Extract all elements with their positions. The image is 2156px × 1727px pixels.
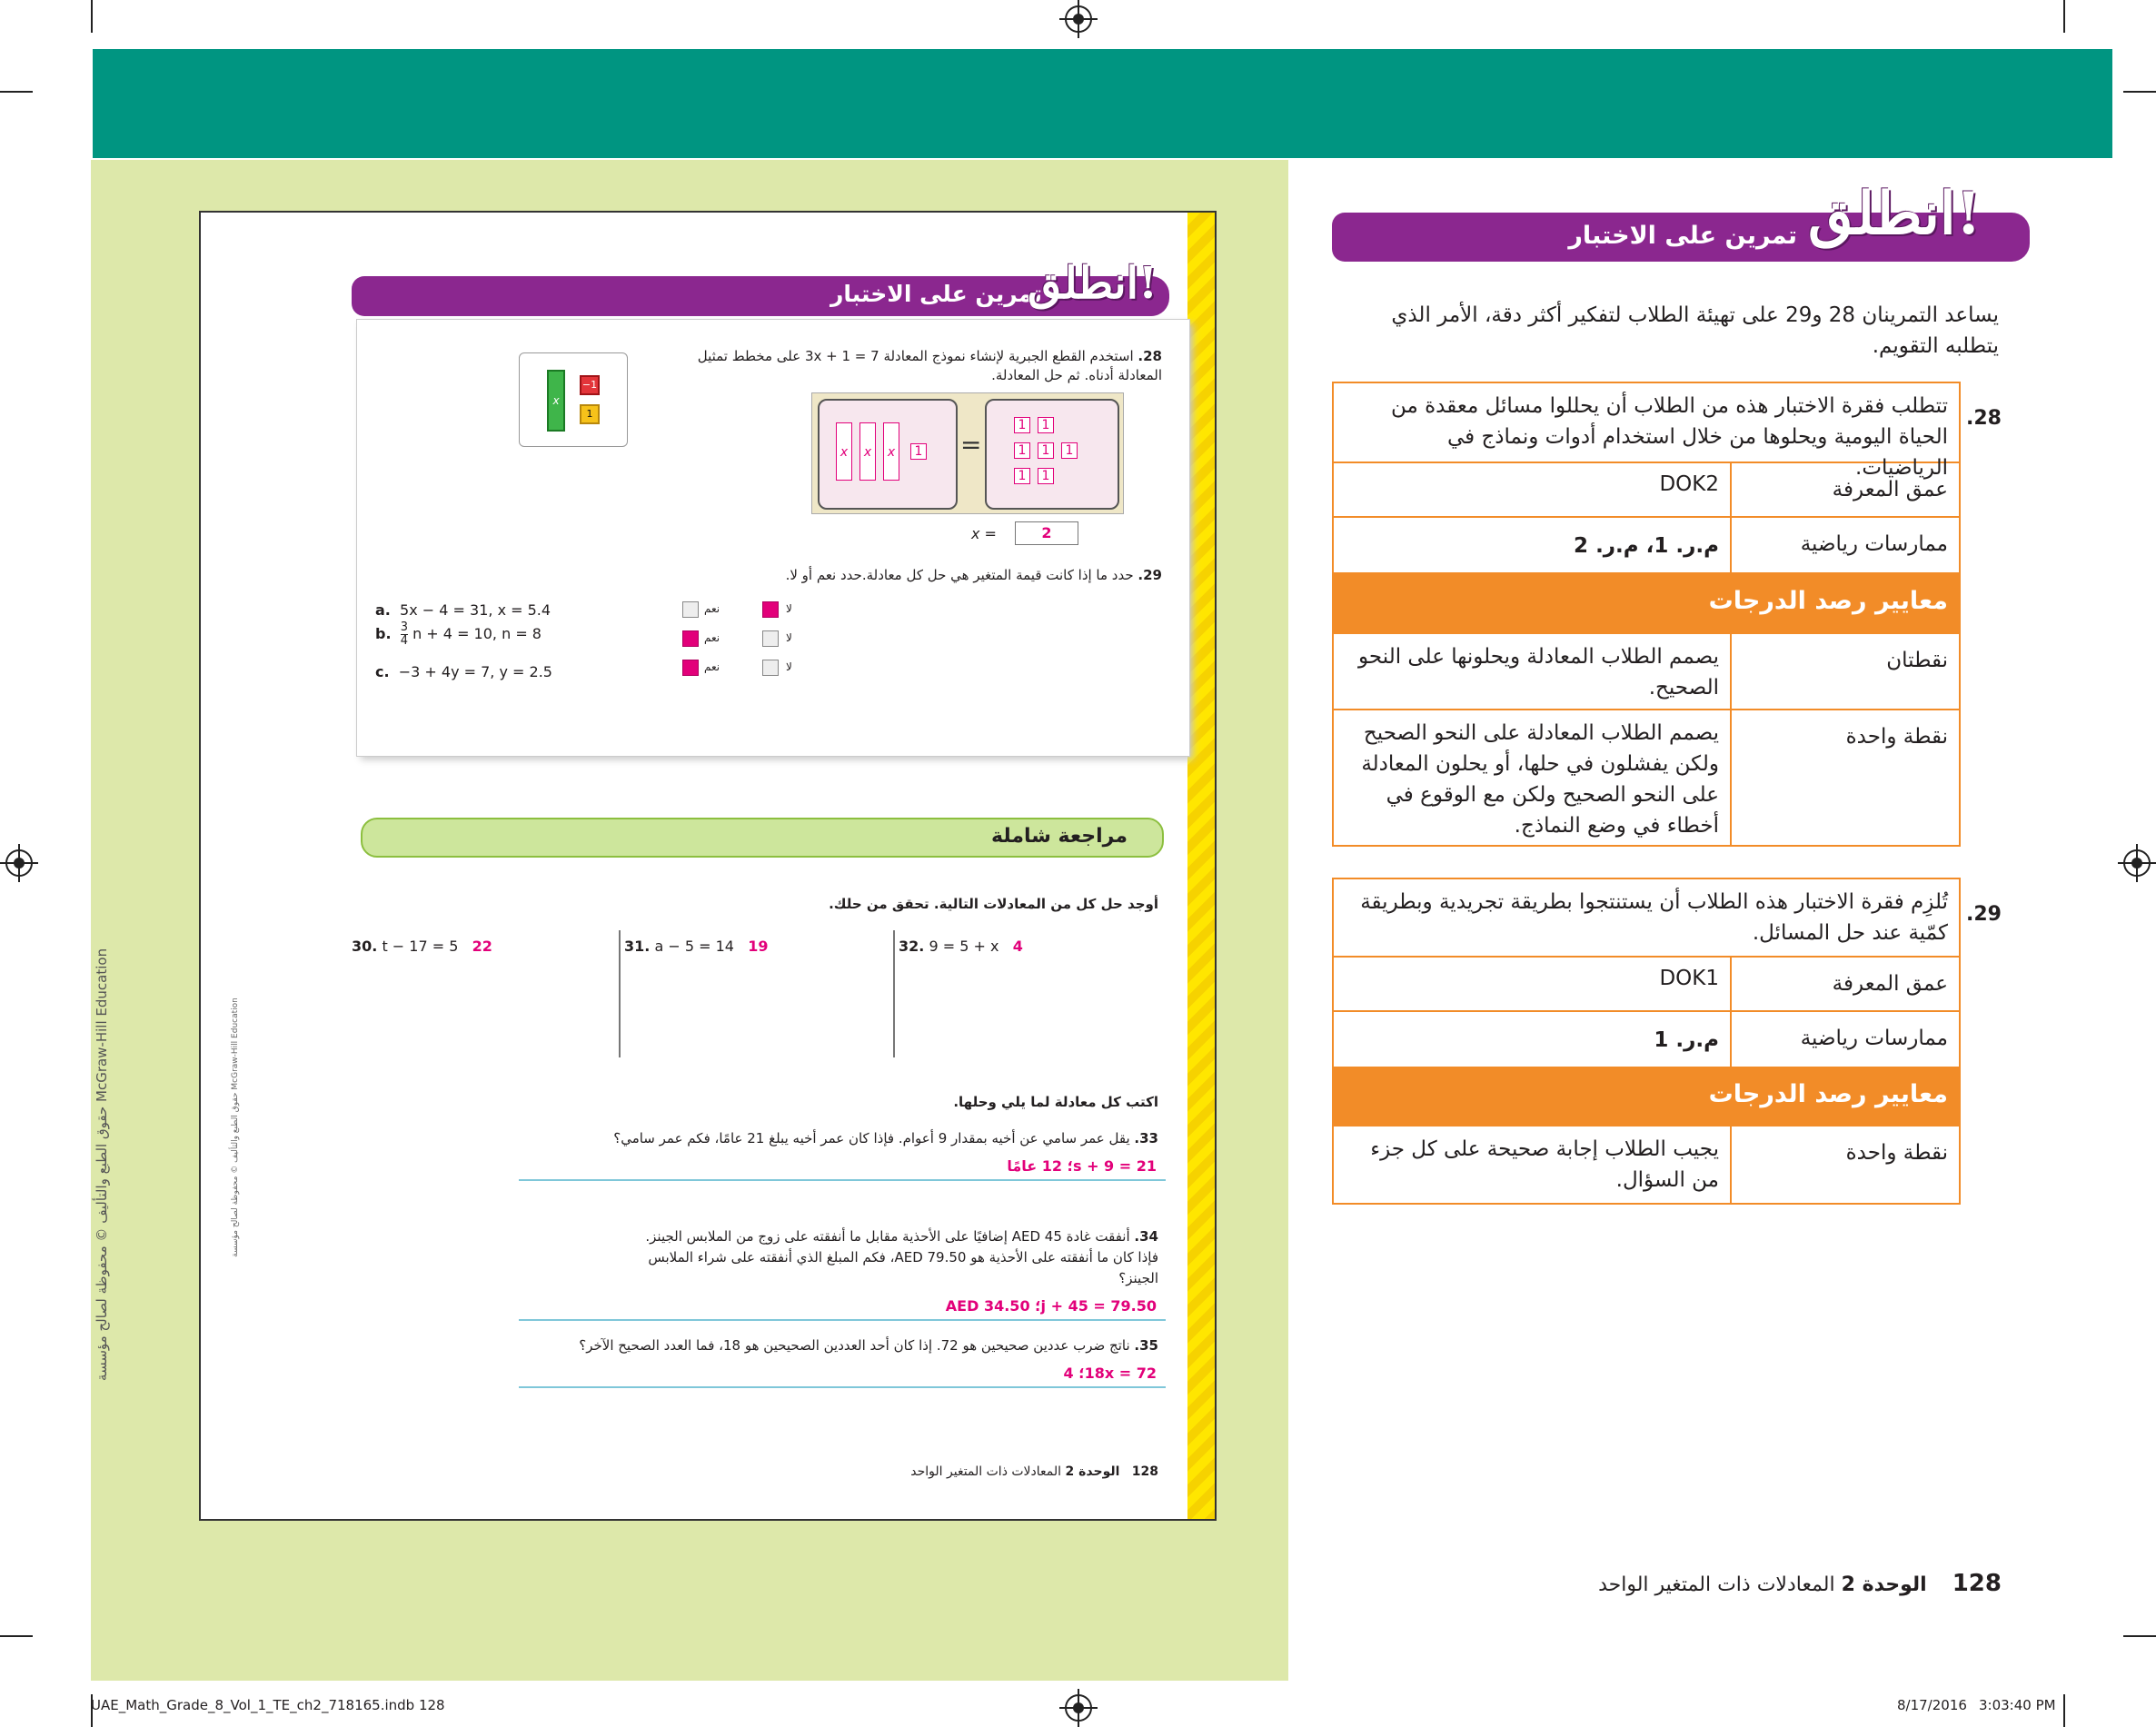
eq-answer: 4: [1012, 938, 1023, 955]
practice-value: م.ر. 1، م.ر. 2: [1574, 534, 1719, 558]
mat-one-tile: 1: [1014, 442, 1030, 459]
rubric-desc: يجيب الطلاب إجابة صحيحة على كل جزء من السؤال.: [1370, 1137, 1719, 1192]
q28-answer-label: x =: [971, 525, 997, 542]
review-instruction-1: أوجد حل كل من المعادلات التالية. تحقق من حلك.: [829, 896, 1158, 912]
q29-item-c: [375, 663, 552, 680]
mat-left: [818, 399, 958, 510]
q29-choices-a: [682, 601, 828, 621]
mat-one-tile: 1: [1014, 468, 1030, 484]
dok-value: DOK2: [1659, 472, 1719, 496]
student-unit-label: الوحدة 2: [1065, 1464, 1120, 1479]
column-divider: [619, 930, 621, 1057]
q34-line-1: [468, 1226, 1158, 1247]
q35-text: ناتج ضرب عددين صحيحين هو 72. إذا كان أحد العددين الصحيحين هو 18، فما العدد الصحيح الآخر؟: [579, 1337, 1130, 1354]
te-row-dok: [1334, 463, 1959, 518]
eq-answer: 19: [748, 938, 769, 955]
slug-time: 3:03:40 PM: [1979, 1697, 2056, 1713]
item-equation: −3 + 4y = 7, y = 2.5: [398, 663, 552, 680]
mat-x-tile: x: [859, 422, 876, 481]
student-side-credit: حقوق الطبع والتأليف © محفوظة لصالح مؤسسة McGraw-Hill Education: [231, 997, 240, 1257]
q29-choices-c: [682, 660, 828, 680]
te-item-28-number: .28: [1966, 407, 2002, 430]
dok-label: عمق المعرفة: [1832, 972, 1948, 996]
te-row-practice: [1334, 518, 1959, 574]
answer-line: [519, 1386, 1166, 1388]
negative-one-tile: −1: [580, 375, 600, 395]
column-divider: [893, 930, 895, 1057]
te-row-dok: [1334, 958, 1959, 1012]
te-table-28[interactable]: [1332, 382, 1961, 847]
eq-answer: 22: [472, 938, 492, 955]
x-tile: x: [547, 370, 565, 432]
q29-text: [653, 567, 1162, 583]
mat-one-tile: 1: [1038, 417, 1054, 433]
slug-date: 8/17/2016: [1897, 1697, 1967, 1713]
no-checkbox[interactable]: [762, 660, 779, 676]
eq-text: t − 17 = 5: [382, 938, 459, 955]
rubric-points: نقطة واحدة: [1845, 725, 1948, 749]
registration-mark-icon: [2123, 849, 2151, 877]
fraction-numerator: 3: [400, 620, 408, 634]
q35-answer: 18x = 72؛ 4: [1063, 1365, 1157, 1382]
te-description: تُلزِم فقرة الاختبار هذه الطلاب أن يستنتجوا بطريقة تجريدية وبطريقة كمّية عند حل المسائل.: [1360, 890, 1948, 945]
review-eq-32: [899, 938, 1023, 955]
mat-one-tile: 1: [1038, 442, 1054, 459]
mat-one-tile: 1: [1061, 442, 1078, 459]
practice-value: م.ر. 1: [1654, 1028, 1719, 1052]
header-band: [93, 49, 2112, 158]
dok-value: DOK1: [1659, 967, 1719, 990]
te-footer: [1598, 1570, 2002, 1597]
student-page-number: 128: [1131, 1464, 1158, 1479]
eq-text: a − 5 = 14: [654, 938, 734, 955]
registration-mark-icon: [1065, 1694, 1092, 1722]
te-rubric-header: [1334, 1068, 1959, 1127]
crop-mark: [0, 1635, 33, 1637]
te-description: تتطلب فقرة الاختبار هذه من الطلاب أن يحللوا مسائل معقدة من الحياة اليومية ويحلوها من خلال استخدام أدوات ونماذج في الرياضيات.: [1390, 394, 1948, 480]
student-footer: [910, 1464, 1158, 1479]
question-panel: [357, 320, 1189, 756]
registration-mark-icon: [1065, 5, 1092, 33]
te-intro: يساعد التمرينان 28 و29 على تهيئة الطلاب لتفكير أكثر دقة، الأمر الذي يتطلبه التقويم.: [1391, 303, 1999, 358]
answer-line: [519, 1179, 1166, 1181]
yes-checkbox[interactable]: [682, 630, 699, 647]
te-unit-title: المعادلات ذات المتغير الواحد: [1598, 1573, 1835, 1596]
student-page: [199, 211, 1217, 1521]
q28-answer-box[interactable]: 2: [1015, 521, 1078, 545]
te-rubric-row: [1334, 1127, 1959, 1205]
te-banner-title: تمرين على الاختبار: [1568, 222, 1797, 250]
te-banner-burst: انطلق!: [1808, 180, 1982, 248]
mat-x-tile: x: [883, 422, 899, 481]
crop-mark: [2063, 0, 2065, 33]
q34-number: 34.: [1134, 1228, 1158, 1245]
registration-mark-icon: [5, 849, 33, 877]
mat-equals: =: [960, 430, 982, 460]
yes-checkbox[interactable]: [682, 660, 699, 676]
no-label: لا: [786, 602, 792, 615]
mat-one-tile: 1: [910, 443, 927, 460]
tile-legend: [519, 352, 628, 447]
te-table-29[interactable]: [1332, 878, 1961, 1205]
review-eq-30: [352, 938, 492, 955]
q29-choices-b: [682, 630, 828, 650]
fraction-denominator: 4: [400, 634, 408, 648]
practice-label: ممارسات رياضية: [1800, 532, 1948, 556]
rubric-points: نقطتان: [1886, 649, 1948, 672]
crop-mark: [91, 0, 93, 33]
item-label: b.: [375, 625, 392, 642]
te-row-description: [1334, 383, 1959, 480]
review-instruction-2: اكتب كل معادلة لما يلي وحلها.: [953, 1094, 1158, 1110]
eq-number: 31.: [624, 938, 651, 955]
no-checkbox[interactable]: [762, 601, 779, 618]
no-label: لا: [786, 631, 792, 644]
student-unit-title: المعادلات ذات المتغير الواحد: [910, 1464, 1062, 1479]
q35: [468, 1337, 1158, 1354]
mat-x-tile: x: [836, 422, 852, 481]
side-credit: حقوق الطبع والتأليف © محفوظة لصالح مؤسسة McGraw-Hill Education: [94, 948, 110, 1382]
q28-prompt: استخدم القطع الجبرية لإنشاء نموذج المعادلة 3x + 1 = 7 على مخطط تمثيل المعادلة أدناه. ثم حل المعادلة.: [697, 348, 1162, 383]
practice-label: ممارسات رياضية: [1800, 1027, 1948, 1050]
q33-answer: s + 9 = 21؛ 12 عامًا: [1007, 1157, 1157, 1175]
q34-answer: j + 45 = 79.50؛ AED 34.50: [945, 1297, 1157, 1315]
q34-line-2: فإذا كان ما أنفقته على الأحذية هو AED 79.50، فكم المبلغ الذي أنفقته على شراء الملابس: [648, 1249, 1158, 1265]
rubric-desc: يصمم الطلاب المعادلة ويحلونها على النحو الصحيح.: [1358, 645, 1719, 700]
student-banner-title: تمرين على الاختبار: [830, 281, 1042, 307]
item-equation: 5x − 4 = 31, x = 5.4: [400, 601, 551, 619]
rubric-points: نقطة واحدة: [1845, 1141, 1948, 1165]
eq-text: 9 = 5 + x: [929, 938, 999, 955]
te-rubric-row: [1334, 634, 1959, 710]
q28-number: 28.: [1138, 348, 1162, 364]
eq-number: 32.: [899, 938, 925, 955]
q29-item-a: [375, 601, 551, 619]
te-row-description: [1334, 879, 1959, 958]
q34: [468, 1226, 1158, 1289]
review-bar: [361, 818, 1164, 858]
rubric-title: معايير رصد الدرجات: [1708, 587, 1948, 615]
crop-mark: [2123, 91, 2156, 93]
q35-number: 35.: [1134, 1337, 1158, 1354]
equation-mat: [811, 392, 1124, 514]
mat-one-tile: 1: [1014, 417, 1030, 433]
crop-mark: [2123, 1635, 2156, 1637]
yes-label: نعم: [704, 602, 720, 615]
rubric-title: معايير رصد الدرجات: [1708, 1080, 1948, 1108]
te-item-29-number: .29: [1966, 903, 2002, 926]
page-edge-strip: [1187, 213, 1215, 1519]
no-checkbox[interactable]: [762, 630, 779, 647]
crop-mark: [0, 91, 33, 93]
no-label: لا: [786, 660, 792, 673]
crop-mark: [2063, 1694, 2065, 1727]
mat-right: [985, 399, 1119, 510]
q29-item-b: [375, 621, 541, 658]
slug-file: UAE_Math_Grade_8_Vol_1_TE_ch2_718165.indb 128: [91, 1697, 445, 1713]
item-equation: n + 4 = 10, n = 8: [412, 625, 541, 642]
q28-text: [653, 347, 1162, 385]
q29-prompt: حدد ما إذا كانت قيمة المتغير هي حل كل معادلة.حدد نعم أو لا.: [785, 567, 1134, 583]
yes-checkbox[interactable]: [682, 601, 699, 618]
one-tile: 1: [580, 404, 600, 424]
item-label: a.: [375, 601, 391, 619]
te-unit-label: الوحدة 2: [1841, 1573, 1927, 1596]
fraction: [401, 621, 408, 648]
yes-label: نعم: [704, 631, 720, 644]
q34-text: أنفقت غادة AED 45 إضافيًا على الأحذية مقابل ما أنفقته على زوج من الملابس الجينز.: [645, 1228, 1130, 1245]
answer-line: [519, 1319, 1166, 1321]
te-row-practice: [1334, 1012, 1959, 1068]
mat-one-tile: 1: [1038, 468, 1054, 484]
te-rubric-row: [1334, 710, 1959, 847]
review-eq-31: [624, 938, 768, 955]
te-page-number: 128: [1952, 1570, 2002, 1597]
dok-label: عمق المعرفة: [1832, 478, 1948, 501]
q33-text: يقل عمر سامي عن أخيه بمقدار 9 أعوام. فإذا كان عمر أخيه يبلغ 21 عامًا، فكم عمر سامي؟: [613, 1130, 1130, 1146]
item-label: c.: [375, 663, 390, 680]
review-title: مراجعة شاملة: [991, 825, 1128, 848]
eq-number: 30.: [352, 938, 378, 955]
q33: [468, 1130, 1158, 1146]
q29-number: 29.: [1138, 567, 1162, 583]
yes-label: نعم: [704, 660, 720, 673]
student-banner-burst: انطلق!: [1028, 258, 1158, 309]
te-rubric-header: [1334, 574, 1959, 634]
q33-number: 33.: [1134, 1130, 1158, 1146]
q34-line-3: الجينز؟: [1118, 1270, 1158, 1286]
rubric-desc: يصمم الطلاب المعادلة على النحو الصحيح ولكن يفشلون في حلها، أو يحلون المعادلة على النحو الصحيح ولكن مع الوقوع في أخطاء في وضع النماذج.: [1361, 721, 1719, 838]
